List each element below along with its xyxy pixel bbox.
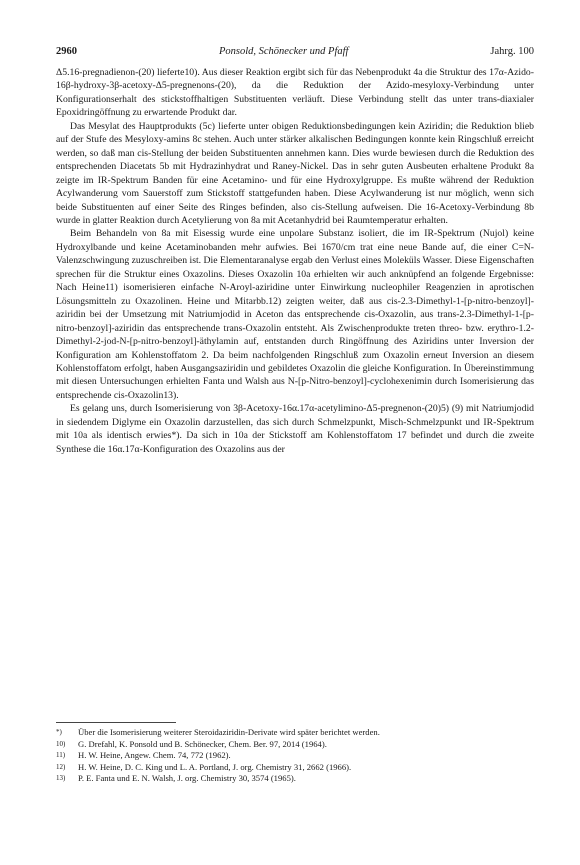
page-number: 2960 xyxy=(56,46,77,57)
footnote-text: Über die Isomerisierung weiterer Steroidaziridin-Derivate wird später berichtet werden. xyxy=(78,727,380,737)
footnote xyxy=(56,773,534,785)
footnote-mark: *) xyxy=(56,728,62,736)
footnote xyxy=(56,739,534,751)
volume-label: Jahrg. 100 xyxy=(490,46,534,57)
footnote xyxy=(56,750,534,762)
paragraph: Es gelang uns, durch Isomerisierung von 3β-Acetoxy-16α.17α-acetylimino-Δ5-pregnenon-(20)5) (9) mit Natriumjodid in siedendem Diglyme ein Oxazolin darzustellen, das sich durch Schmelzpunkt, Misch-Schmelzpunkt und IR-Spektrum mit 10a als identisch erwies*). Da sich in 10a der Stickstoff am Kohlenstoffatom 17 befindet und durch die zweite Synthese die 16α.17α-Konfiguration des Oxazolins aus der xyxy=(56,403,534,455)
running-authors: Ponsold, Schönecker und Pfaff xyxy=(218,46,349,57)
paragraph: Beim Behandeln von 8a mit Eisessig wurde eine unpolare Substanz isoliert, die im IR-Spektrum (Nujol) keine Hydroxylbande und keine Acetaminobanden mehr aufwies. Bei 1670/cm trat eine neue Bande auf, die einer C=N-Valenzschwingung zuzuschreiben ist. Die Elementaranalyse ergab den Verlust eines Moleküls Wasser. Diese Eigenschaften sprechen für die Struktur eines Oxazolins. Dieses Oxazolin 10a erhielten wir auch anknüpfend an folgende Ergebnisse: Nach Heine11) isomerisieren einfache N-Aroyl-aziridine unter Einwirkung nucleophiler Reagenzien in aprotischen Lösungsmitteln zu Oxazolinen. Heine und Mitarbb.12) zeigten weiter, daß aus cis-2.3-Dimethyl-1-[p-nitro-benzoyl]-aziridin bei der Umsetzung mit Natriumjodid in Aceton das entsprechende cis-Oxazolin, aus trans-2.3-Dimethyl-1-[p-nitro-benzoyl]-aziridin das entsprechende trans-Oxazolin entsteht. Als Zwischenprodukte treten threo- bzw. erythro-1.2-Dimethyl-2-jod-N-[p-nitro-benzoyl]-äthylamin auf, entstanden durch Ringöffnung des Aziridins unter Inversion der Konfiguration am Kohlenstoffatom 2. Da beim nachfolgenden Ringschluß zum Oxazolin erneut Inversion an diesem Kohlenstoffatom erfolgt, haben Ausgangsaziridin und gebildetes Oxazolin die gleiche Konfiguration. In Übereinstimmung mit diesen Untersuchungen erhielten Fanta und Walsh aus N-[p-Nitro-benzoyl]-cyclohexenimin durch Isomerisierung das entsprechende cis-Oxazolin13). xyxy=(56,228,534,401)
paragraph: Das Mesylat des Hauptprodukts (5c) lieferte unter obigen Reduktionsbedingungen kein Aziridin; die Reduktion blieb auf der Stufe des Mesyloxy-amins 8c stehen. Auch unter stärker alkalischen Bedingungen konnte kein Ringschluß erreicht werden, so daß man cis-Stellung der beiden Substituenten annehmen kann. Dies wurde bewiesen durch die Reduktion des entsprechenden Diacetats 5b mit Hydrazinhydrat und Raney-Nickel. Das in sehr guten Ausbeuten erhaltene Produkt 8a zeigte im IR-Spektrum Banden für eine Acetamino- und für eine Hydroxylgruppe. Es mußte während der Reduktion Acylwanderung vom Sauerstoff zum Stickstoff stattgefunden haben. Diese Acylwanderung ist nur möglich, wenn sich beide Substituenten auf einer Seite des Ringes befinden, also cis-Stellung aufweisen. Die 16-Acetoxy-Verbindung 8b wurde in glatter Reaktion durch Acetylierung von 8a mit Acetanhydrid bei Raumtemperatur erhalten. xyxy=(56,120,534,226)
footnote-text: H. W. Heine, Angew. Chem. 74, 772 (1962). xyxy=(78,750,231,761)
footnote-text: P. E. Fanta und E. N. Walsh, J. org. Chemistry 30, 3574 (1965). xyxy=(78,773,296,784)
footnote xyxy=(56,762,534,774)
footnote-mark: 11) xyxy=(56,751,66,760)
page-header xyxy=(56,46,534,57)
footnote-mark: 10) xyxy=(56,739,66,748)
article-body xyxy=(56,66,534,456)
footnote-text: H. W. Heine, D. C. King und L. A. Portland, J. org. Chemistry 31, 2662 (1966). xyxy=(78,761,352,772)
footnote-divider xyxy=(56,722,176,723)
footnote xyxy=(56,727,534,739)
footnotes xyxy=(56,727,534,785)
footnote-mark: 13) xyxy=(56,774,66,783)
footnote-mark: 12) xyxy=(56,762,66,771)
footnote-text: G. Drefahl, K. Ponsold und B. Schönecker, Chem. Ber. 97, 2014 (1964). xyxy=(78,738,327,749)
paragraph: Δ5.16-pregnadienon-(20) lieferte10). Aus dieser Reaktion ergibt sich für das Nebenprodukt 4a die Struktur des 17α-Azido-16β-hydroxy-3β-acetoxy-Δ5-pregnenons-(20), da die Reduktion der Azido-mesyloxy-Verbindung unter Konfigurationserhalt des stickstoffhaltigen Substituenten verläuft. Diese Verbindung stellt das unter trans-diaxialer Epoxidringöffnung zu erwartende Produkt dar. xyxy=(56,67,534,119)
